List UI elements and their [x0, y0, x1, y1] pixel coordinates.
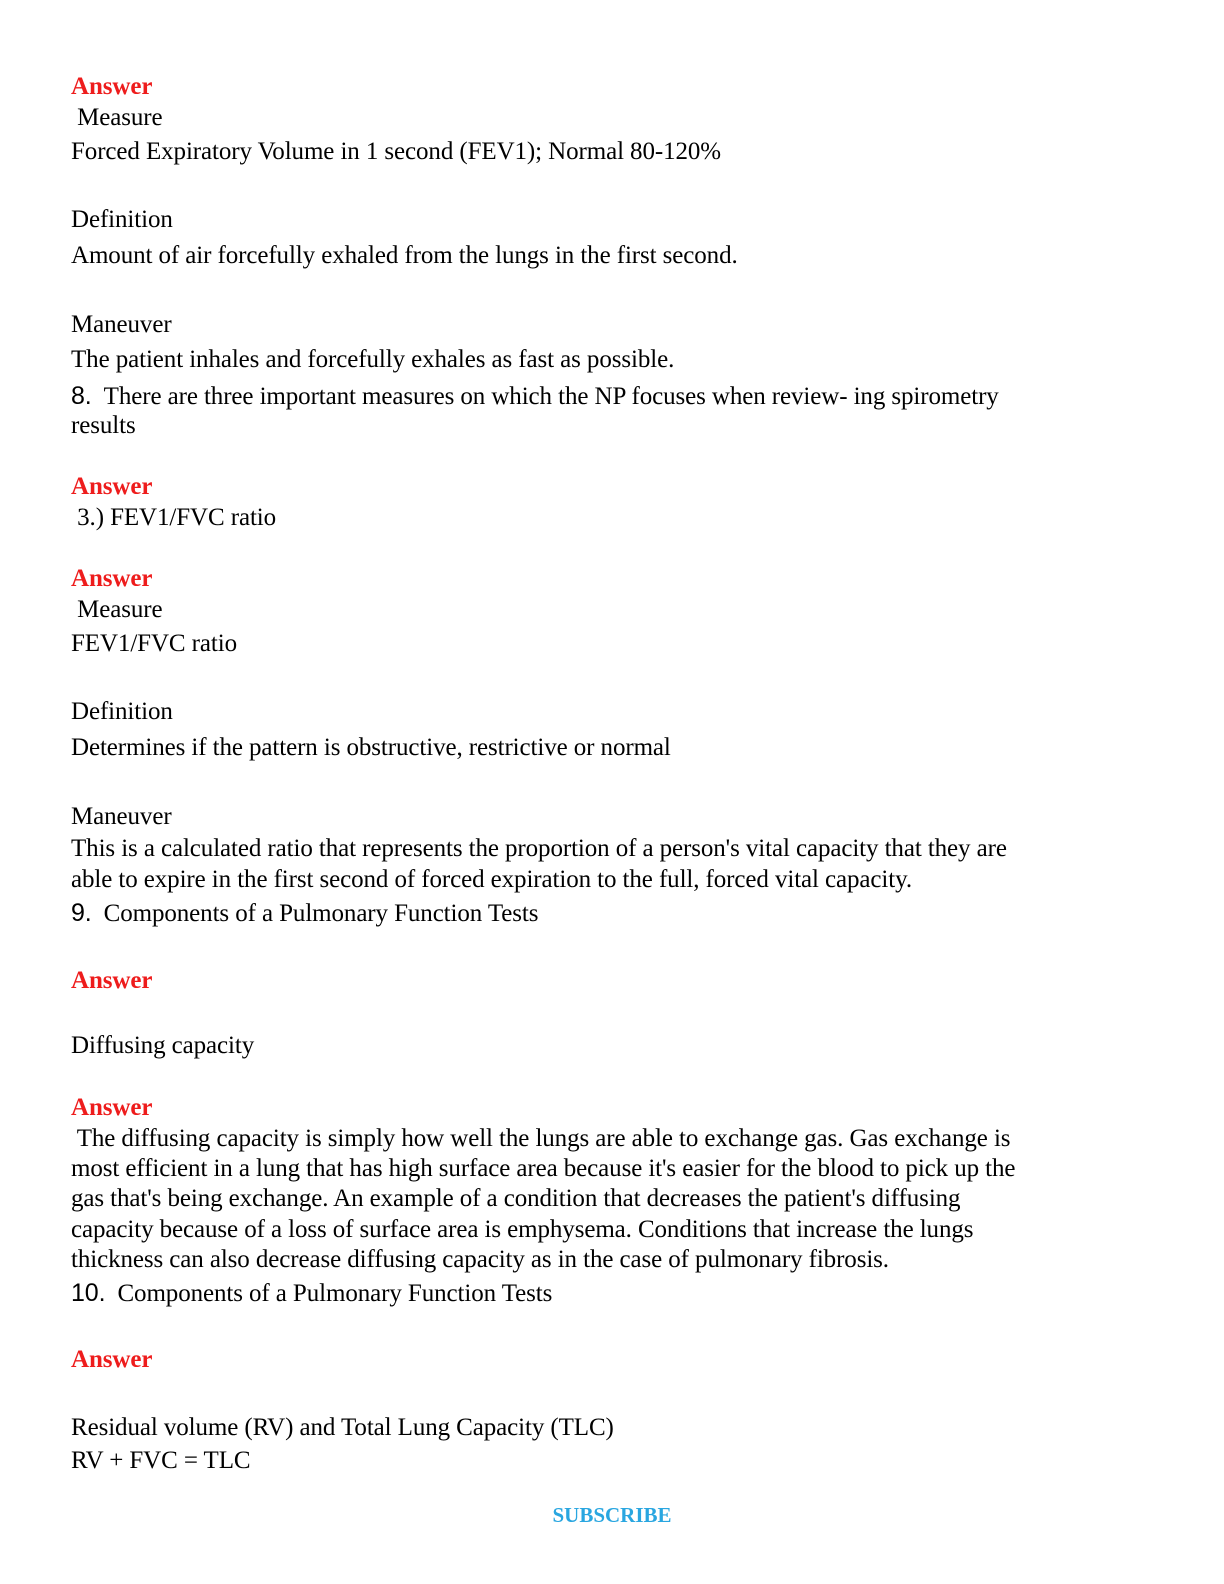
answer-text: Diffusing capacity: [71, 1032, 255, 1059]
answer-heading: Answer: [71, 1346, 153, 1373]
question-number: 8.: [71, 382, 92, 410]
question-9: [71, 898, 538, 929]
explanation-line: thickness can also decrease diffusing capacity as in the case of pulmonary fibrosis.: [71, 1246, 889, 1273]
maneuver-label: Maneuver: [71, 311, 172, 338]
subscribe-link[interactable]: SUBSCRIBE: [552, 1503, 672, 1527]
measure-value: Forced Expiratory Volume in 1 second (FEV1); Normal 80-120%: [71, 138, 722, 165]
question-10: [71, 1278, 552, 1309]
definition-value: Amount of air forcefully exhaled from the lungs in the first second.: [71, 242, 738, 269]
maneuver-value: This is a calculated ratio that represents the proportion of a person's vital capacity that they are: [71, 835, 1007, 862]
measure-label: Measure: [71, 596, 163, 623]
answer-text: Residual volume (RV) and Total Lung Capacity (TLC): [71, 1414, 614, 1441]
explanation-line: The diffusing capacity is simply how well the lungs are able to exchange gas. Gas exchange is: [71, 1125, 1011, 1152]
answer-heading: Answer: [71, 473, 153, 500]
answer-heading: Answer: [71, 565, 153, 592]
question-text: Components of a Pulmonary Function Tests: [103, 900, 539, 927]
question-text-continued: results: [71, 412, 136, 439]
measure-value: FEV1/FVC ratio: [71, 630, 237, 657]
question-number: 9.: [71, 899, 92, 927]
maneuver-value: The patient inhales and forcefully exhales as fast as possible.: [71, 346, 675, 373]
answer-heading: Answer: [71, 1094, 153, 1121]
question-number: 10.: [71, 1279, 106, 1307]
measure-label: Measure: [71, 104, 163, 131]
answer-text: 3.) FEV1/FVC ratio: [71, 504, 277, 531]
question-text: Components of a Pulmonary Function Tests: [117, 1280, 553, 1307]
answer-heading: Answer: [71, 967, 153, 994]
answer-formula: RV + FVC = TLC: [71, 1447, 251, 1474]
maneuver-label: Maneuver: [71, 803, 172, 830]
explanation-line: most efficient in a lung that has high surface area because it's easier for the blood to pick up the: [71, 1155, 1016, 1182]
question-text: There are three important measures on which the NP focuses when review- ing spirometry: [103, 383, 999, 410]
answer-heading: Answer: [71, 73, 153, 100]
definition-label: Definition: [71, 698, 173, 725]
question-8: [71, 381, 999, 412]
definition-value: Determines if the pattern is obstructive, restrictive or normal: [71, 734, 671, 761]
definition-label: Definition: [71, 206, 173, 233]
explanation-line: capacity because of a loss of surface area is emphysema. Conditions that increase the lungs: [71, 1216, 974, 1243]
maneuver-value-continued: able to expire in the first second of forced expiration to the full, forced vital capacity.: [71, 866, 913, 893]
explanation-line: gas that's being exchange. An example of a condition that decreases the patient's diffusing: [71, 1185, 961, 1212]
